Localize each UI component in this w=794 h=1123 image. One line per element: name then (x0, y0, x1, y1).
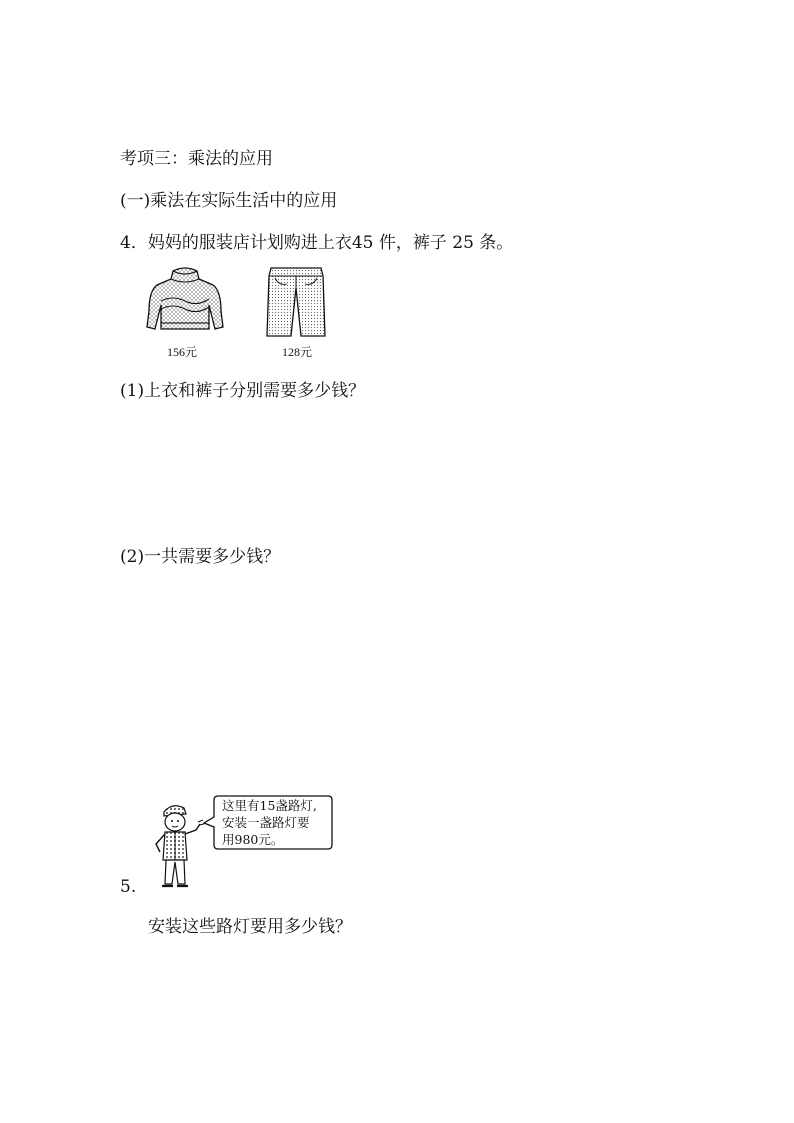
question-4-part-1: (1)上衣和裤子分别需要多少钱？ (120, 381, 366, 401)
question-4-part-2: (2)一共需要多少钱？ (120, 547, 281, 567)
speech-line-2: 安装一盏路灯要 (222, 815, 310, 830)
question-4 (120, 232, 513, 254)
pants-illustration (265, 266, 327, 340)
speech-line-3: 用980元。 (222, 832, 284, 847)
question-number: 4． (120, 233, 148, 253)
section-title: 考项三：乘法的应用 (120, 149, 273, 169)
sweater-illustration (145, 265, 225, 337)
question-stem: 妈妈的服装店计划购进上衣45 件，裤子 25 条。 (147, 233, 514, 253)
subsection-title: (一)乘法在实际生活中的应用 (120, 191, 338, 211)
question-5-text: 安装这些路灯要用多少钱？ (148, 917, 352, 937)
sweater-price: 156元 (167, 345, 198, 359)
pants-price: 128元 (282, 345, 313, 359)
question-5-number: 5. (120, 877, 137, 897)
speech-line-1: 这里有15盏路灯, (222, 798, 317, 813)
